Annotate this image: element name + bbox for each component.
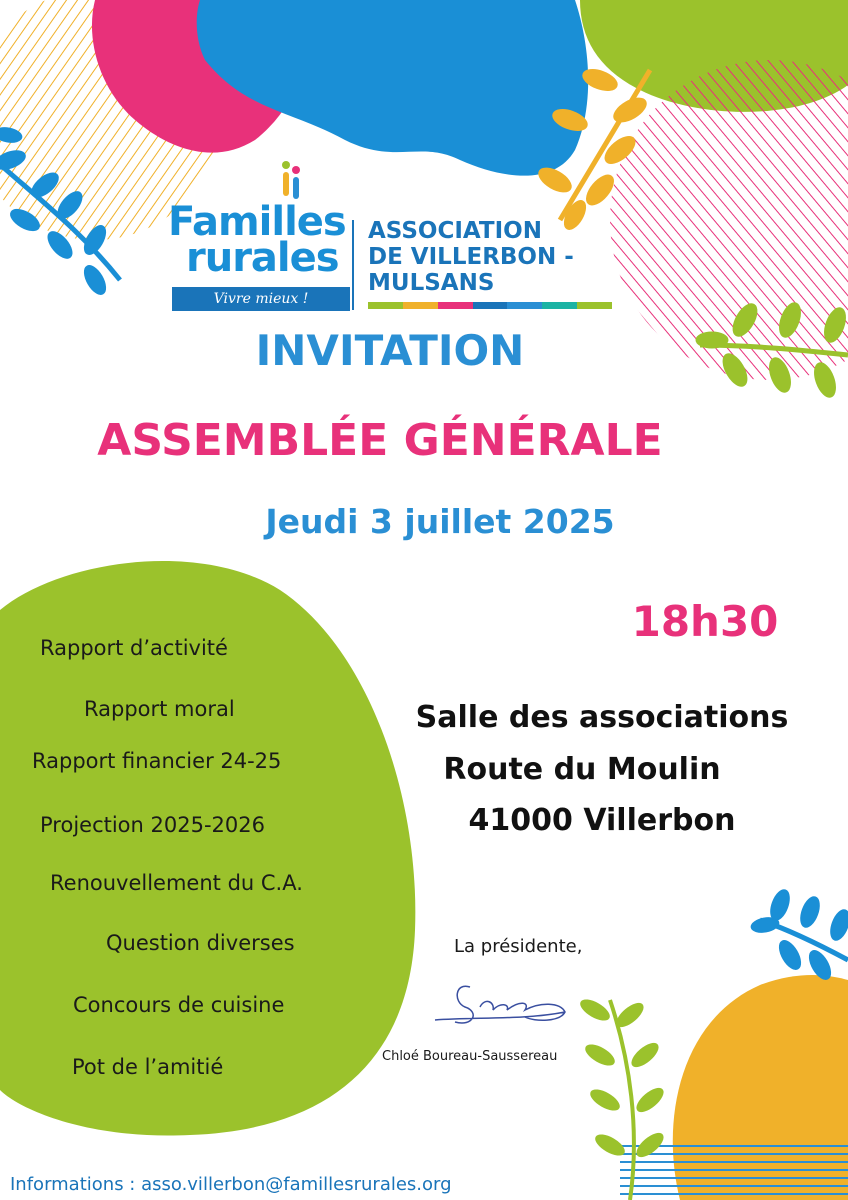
logo-tagline: Vivre mieux ! xyxy=(172,287,350,311)
event-title: ASSEMBLÉE GÉNÉRALE xyxy=(97,415,663,466)
agenda-item: Question diverses xyxy=(106,931,295,955)
blue-blob xyxy=(197,0,588,176)
agenda-item: Projection 2025-2026 xyxy=(40,813,265,837)
invitation-heading: INVITATION xyxy=(255,326,525,375)
signature-name: Chloé Boureau-Saussereau xyxy=(382,1049,558,1064)
venue-street: Route du Moulin xyxy=(443,752,721,787)
event-time: 18h30 xyxy=(631,597,779,646)
handwritten-signature xyxy=(425,972,575,1032)
event-date: Jeudi 3 juillet 2025 xyxy=(265,502,615,541)
agenda-item: Rapport financier 24-25 xyxy=(32,749,282,773)
blue-leaf-branch-right xyxy=(750,887,848,983)
agenda-item: Pot de l’amitié xyxy=(72,1055,224,1079)
venue-name: Salle des associations xyxy=(415,700,789,735)
signature-title: La présidente, xyxy=(454,936,583,957)
color-stripe xyxy=(368,302,612,309)
association-name xyxy=(368,218,628,309)
association-line-2: DE VILLERBON - xyxy=(368,244,574,270)
footer-info: Informations : asso.villerbon@famillesrurales.org xyxy=(10,1174,452,1195)
venue-city: 41000 Villerbon xyxy=(468,803,736,838)
agenda-item: Concours de cuisine xyxy=(73,993,285,1017)
logo xyxy=(168,160,358,315)
agenda-item: Rapport d’activité xyxy=(40,636,228,660)
agenda-item: Rapport moral xyxy=(84,697,235,721)
pink-hatched-circle xyxy=(610,60,848,380)
agenda-item: Renouvellement du C.A. xyxy=(50,871,303,895)
logo-divider xyxy=(352,220,354,310)
logo-word-rurales: rurales xyxy=(186,235,339,281)
logo-word-familles: Familles xyxy=(168,199,346,245)
association-line-1: ASSOCIATION xyxy=(368,218,542,244)
association-line-3: MULSANS xyxy=(368,270,495,296)
